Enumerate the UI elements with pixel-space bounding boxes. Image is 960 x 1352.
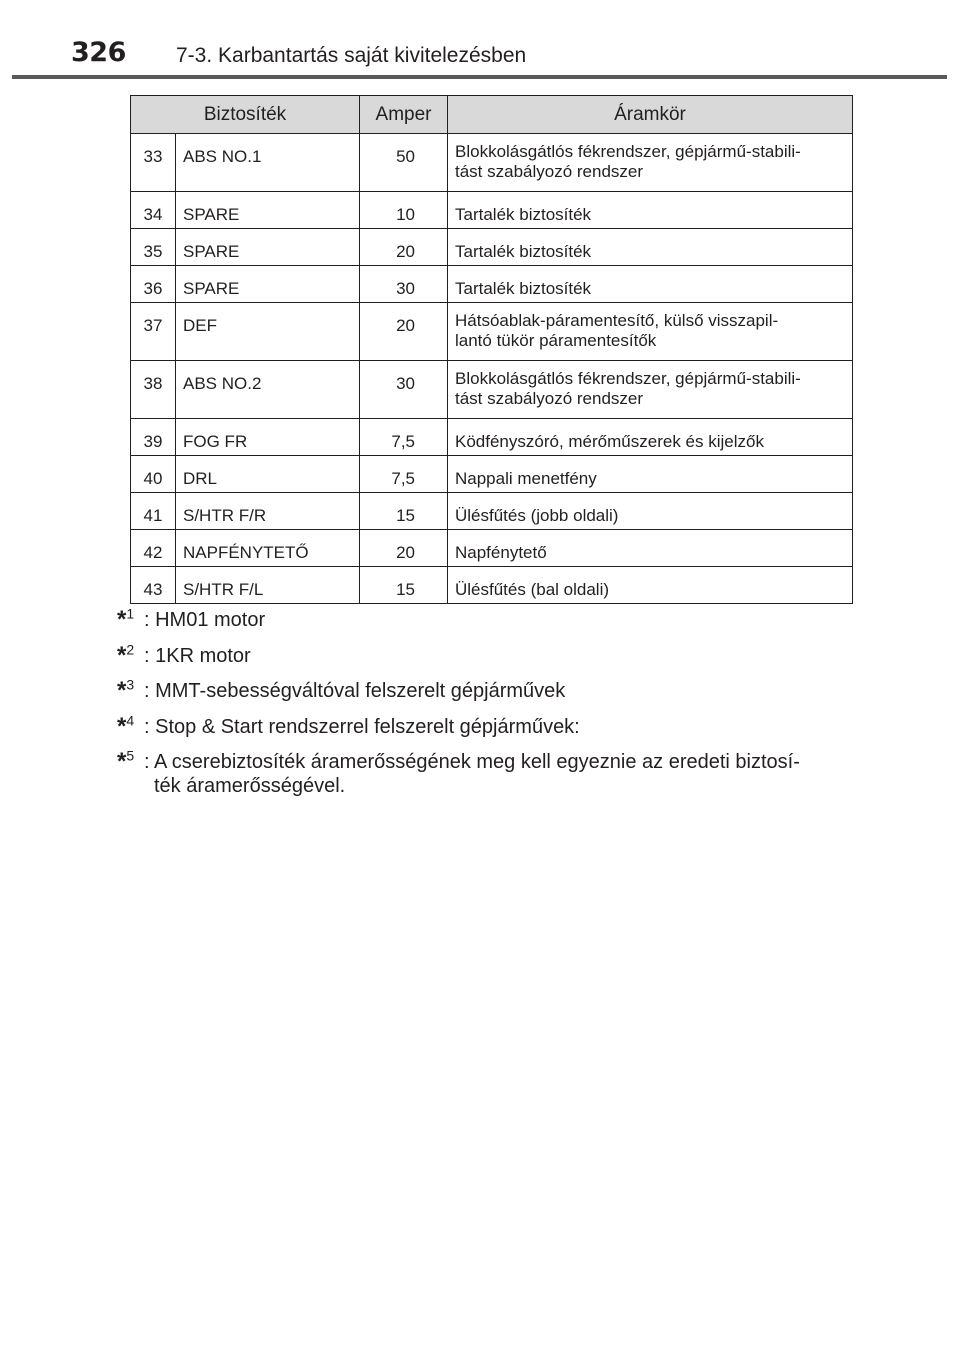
footnote-marker <box>117 711 135 740</box>
fuse-name: ABS NO.2 <box>176 361 360 419</box>
footnote-number: 3 <box>126 676 135 693</box>
fuse-number: 41 <box>131 493 176 530</box>
fuse-amper: 15 <box>360 567 448 604</box>
circuit-line: lantó tükör páramentesítők <box>455 331 657 350</box>
table-row <box>131 493 853 530</box>
asterisk-icon: * <box>117 712 127 740</box>
fuse-number: 35 <box>131 229 176 266</box>
footnotes <box>117 605 853 810</box>
footnote-number: 4 <box>126 711 135 728</box>
footnote-marker <box>117 640 135 669</box>
fuse-name: DEF <box>176 303 360 361</box>
asterisk-icon: * <box>117 748 127 775</box>
fuse-name: ABS NO.1 <box>176 134 360 192</box>
fuse-circuit: Tartalék biztosíték <box>448 192 853 229</box>
table-row <box>131 134 853 192</box>
footnote-number: 1 <box>126 605 135 622</box>
circuit-line: Blokkolásgátlós fékrendszer, gépjármű-stabili- <box>455 142 801 161</box>
circuit-line: tást szabályozó rendszer <box>455 162 644 181</box>
fuse-number: 40 <box>131 456 176 493</box>
fuse-amper: 30 <box>360 361 448 419</box>
footnote <box>117 640 853 669</box>
fuse-name: S/HTR F/L <box>176 567 360 604</box>
fuse-amper: 10 <box>360 192 448 229</box>
fuse-number: 42 <box>131 530 176 567</box>
fuse-name: FOG FR <box>176 419 360 456</box>
fuse-name: NAPFÉNYTETŐ <box>176 530 360 567</box>
asterisk-icon: * <box>117 677 127 704</box>
column-header-fuse: Biztosíték <box>131 96 360 134</box>
table-row <box>131 266 853 303</box>
table-row <box>131 567 853 604</box>
fuse-name: SPARE <box>176 229 360 266</box>
fuse-circuit: Nappali menetfény <box>448 456 853 493</box>
page-number: 326 <box>71 37 126 68</box>
footnote-number: 5 <box>126 747 135 764</box>
fuse-circuit <box>448 303 853 361</box>
fuse-amper: 50 <box>360 134 448 192</box>
fuse-amper: 20 <box>360 530 448 567</box>
table-row <box>131 456 853 493</box>
fuse-amper: 15 <box>360 493 448 530</box>
circuit-line: Blokkolásgátlós fékrendszer, gépjármű-stabili- <box>455 369 801 388</box>
fuse-table <box>130 95 853 604</box>
fuse-amper: 20 <box>360 303 448 361</box>
footnote-number: 2 <box>126 640 135 657</box>
footnote <box>117 676 853 704</box>
table-header-row <box>131 96 853 134</box>
fuse-circuit: Ülésfűtés (bal oldali) <box>448 567 853 604</box>
asterisk-icon: * <box>117 641 127 669</box>
fuse-name: SPARE <box>176 266 360 303</box>
footnote <box>117 747 853 798</box>
fuse-circuit: Napfénytető <box>448 530 853 567</box>
fuse-number: 39 <box>131 419 176 456</box>
footnote-marker <box>117 747 135 775</box>
footnote-text: : HM01 motor <box>144 609 266 631</box>
footnote-marker <box>117 605 135 633</box>
fuse-name: S/HTR F/R <box>176 493 360 530</box>
footnote <box>117 605 853 633</box>
footnote-text: : Stop & Start rendszerrel felszerelt gépjárművek: <box>144 715 580 738</box>
fuse-number: 33 <box>131 134 176 192</box>
fuse-circuit: Tartalék biztosíték <box>448 266 853 303</box>
fuse-amper: 7,5 <box>360 456 448 493</box>
fuse-name: SPARE <box>176 192 360 229</box>
table-row <box>131 530 853 567</box>
asterisk-icon: * <box>117 606 127 633</box>
circuit-line: Hátsóablak-páramentesítő, külső visszapil- <box>455 311 779 330</box>
fuse-number: 36 <box>131 266 176 303</box>
fuse-amper: 7,5 <box>360 419 448 456</box>
table-row <box>131 229 853 266</box>
fuse-circuit: Tartalék biztosíték <box>448 229 853 266</box>
section-title: 7-3. Karbantartás saját kivitelezésben <box>176 44 527 67</box>
table-row <box>131 419 853 456</box>
fuse-number: 43 <box>131 567 176 604</box>
fuse-number: 37 <box>131 303 176 361</box>
footnote-text: : A cserebiztosíték áramerősségének meg kell egyeznie az eredeti biztosí- <box>144 751 800 773</box>
fuse-number: 34 <box>131 192 176 229</box>
table-row <box>131 303 853 361</box>
fuse-circuit <box>448 361 853 419</box>
footnote-marker <box>117 676 135 704</box>
fuse-amper: 30 <box>360 266 448 303</box>
column-header-circuit: Áramkör <box>448 96 853 134</box>
footnote-text: : MMT-sebességváltóval felszerelt gépjárművek <box>144 680 566 702</box>
table-row <box>131 361 853 419</box>
fuse-amper: 20 <box>360 229 448 266</box>
footnote-text: : 1KR motor <box>144 644 251 667</box>
fuse-circuit: Ködfényszóró, mérőműszerek és kijelzők <box>448 419 853 456</box>
column-header-amper: Amper <box>360 96 448 134</box>
header-divider <box>12 75 947 79</box>
fuse-circuit: Ülésfűtés (jobb oldali) <box>448 493 853 530</box>
table-row <box>131 192 853 229</box>
circuit-line: tást szabályozó rendszer <box>455 389 644 408</box>
footnote <box>117 711 853 740</box>
fuse-name: DRL <box>176 456 360 493</box>
fuse-circuit <box>448 134 853 192</box>
page-header <box>0 0 960 80</box>
fuse-number: 38 <box>131 361 176 419</box>
footnote-text-continued: ték áramerősségével. <box>154 775 346 797</box>
